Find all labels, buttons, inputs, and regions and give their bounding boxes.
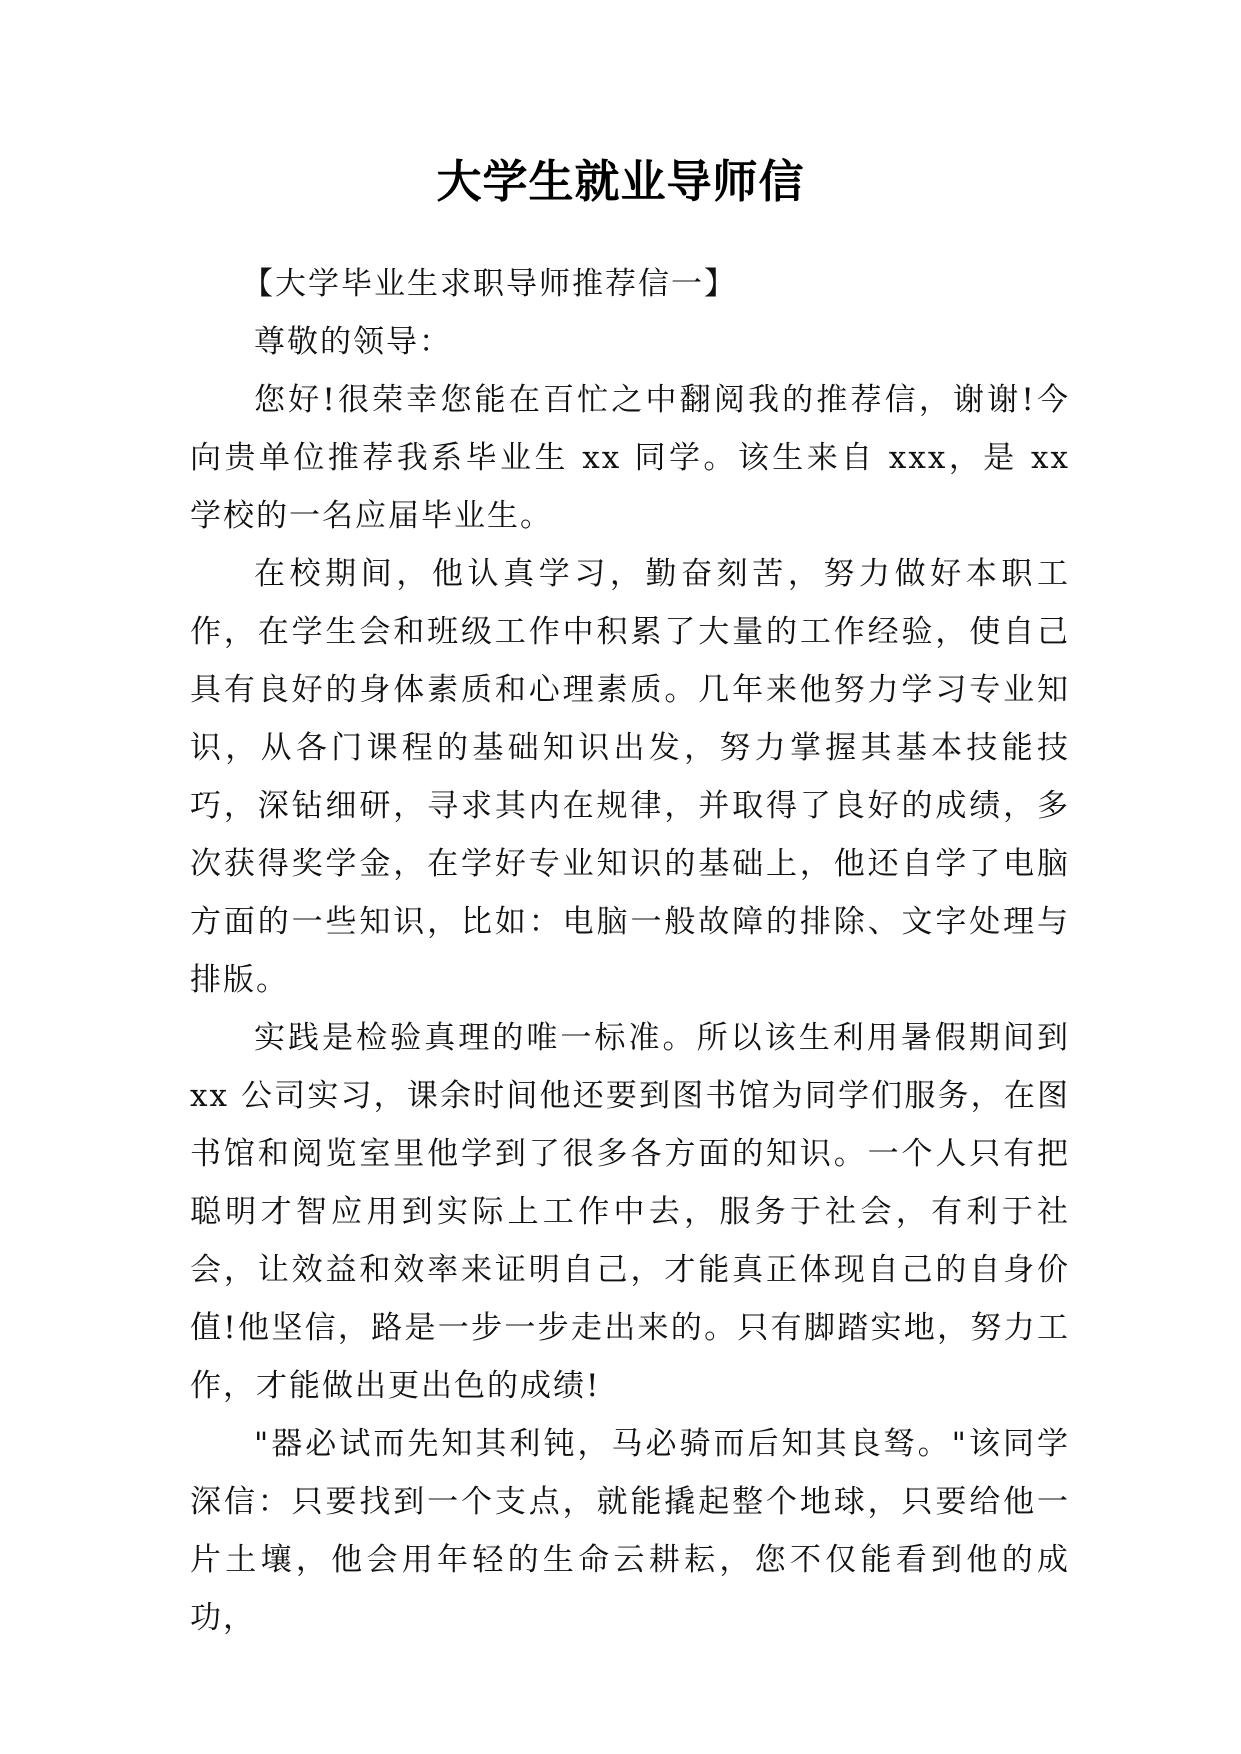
paragraph-4: "器必试而先知其利钝，马必骑而后知其良驽。"该同学深信：只要找到一个支点，就能撬起整个地球，只要给他一片土壤，他会用年轻的生命云耕耘，您不仅能看到他的成功，: [190, 1426, 1070, 1636]
document-body: [190, 255, 1070, 1647]
paragraph-3: 实践是检验真理的唯一标准。所以该生利用暑假期间到 xx 公司实习，课余时间他还要到图书馆为同学们服务，在图书馆和阅览室里他学到了很多各方面的知识。一个人只有把聪明才智应用到实际上工作中去，服务于社会，有利于社会，让效益和效率来证明自己，才能真正体现自己的自身价值!他坚信，路是一步一步走出来的。只有脚踏实地，努力工作，才能做出更出色的成绩!: [190, 1020, 1070, 1404]
section-heading: 【大学毕业生求职导师推荐信一】: [242, 266, 737, 302]
document-title: 大学生就业导师信: [436, 155, 805, 208]
paragraph-1: 您好!很荣幸您能在百忙之中翻阅我的推荐信，谢谢!今向贵单位推荐我系毕业生 xx 同学。该生来自 xxx，是 xx 学校的一名应届毕业生。: [190, 382, 1070, 534]
salutation: 尊敬的领导：: [254, 324, 452, 360]
paragraph-2: 在校期间，他认真学习，勤奋刻苦，努力做好本职工作，在学生会和班级工作中积累了大量的工作经验，使自己具有良好的身体素质和心理素质。几年来他努力学习专业知识，从各门课程的基础知识出发，努力掌握其基本技能技巧，深钻细研，寻求其内在规律，并取得了良好的成绩，多次获得奖学金，在学好专业知识的基础上，他还自学了电脑方面的一些知识，比如：电脑一般故障的排除、文字处理与排版。: [190, 556, 1070, 998]
